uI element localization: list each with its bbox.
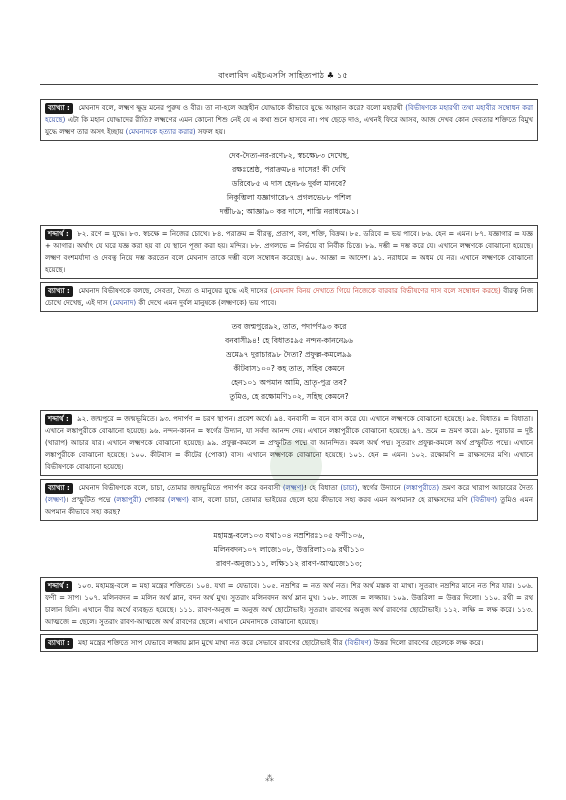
page-content	[40, 96, 538, 655]
footer-ornament: ⁂	[265, 774, 274, 784]
explanation-text: ভ্রমণ করে খারাপ আচারের দৈত্য	[441, 484, 533, 492]
glossary-text: ১০৩. মহামন্ত্র-বলে = মহা মন্ত্রের শক্তিতে। ১০৪. যথা = যেভাবে। ১০৫. নম্রশির = নত অর্থ নত। শির অর্থ মস্তক বা মাথা। সুতরাং নম্রশির মানে নত শির যার। ১০৬. ফণী = সাপ। ১০৭. মলিনবদন = মলিন অর্থ ম্লান, বদন অর্থ মুখ। সুতরাং মলিনবদন অর্থ ম্লান মুখ। ১০৮. লাজে = লজ্জায়। ১০৯. উত্তরিলা = উত্তর দিলো। ১১০. রথী = রথ চালান যিনি। এখানে বীর অর্থে ব্যবহৃত হয়েছে। ১১১. রাবণ-অনুজ = অনুজ অর্থ ছোটোভাই। সুতরাং রাবণের অনুজ অর্থ রাবণের ছোটোভাই। ১১২. লক্ষি = লক্ষ করে। ১১৩. আত্মজে = ছেলে। সুতরাং রাবণ-আত্মজে অর্থ রাবণের ছেলে। এখানে মেঘনাদকে বোঝানো হয়েছে।	[45, 582, 533, 626]
explanation-text: বাস, বলো চাচা, তোমার ভাইয়ের ছেলে হয়ে কীভাবে সহ্য করব এমন অপমান? হে রাক্ষসদের মণি	[191, 496, 468, 504]
explanation-tag: ব্যাখ্যা :	[45, 638, 73, 649]
explanation-text: মেঘনাদ বলে, লক্ষ্মণ ক্ষুদ্র মনের পুরুষ ও বীর। তা না-হলে অস্ত্রহীন যোদ্ধাকে কীভাবে যুদ্ধে আহ্বান করে? বলো মহারথী	[78, 104, 403, 112]
glossary-tag: শব্দার্থ :	[45, 581, 72, 592]
explanation-box-3	[40, 479, 538, 521]
poem-line: ভ্রমে৯৭ দুরাচার৯৮ দৈত্য? প্রফুল্ল-কমলে৯৯	[226, 350, 352, 359]
header-rule	[40, 84, 538, 85]
poem-stanza-1	[40, 149, 538, 219]
glossary-box-3	[40, 577, 538, 631]
explanation-note: (লক্ষ্মণ)	[167, 496, 189, 504]
glossary-box-2	[40, 410, 538, 476]
explanation-note: (বিভীষণ)	[344, 639, 372, 647]
explanation-note: (বিভীষণকে মহারথী তথা মহাবীর সম্বোধন করা হয়েছে)	[45, 104, 533, 124]
explanation-text: , স্বর্গের উদ্যানে	[357, 484, 401, 492]
explanation-note: (চাচা)	[340, 484, 358, 492]
poem-line: ডরিবে৮৫ এ দাস হেন৮৬ দুর্বল মানবে?	[231, 179, 347, 188]
glossary-text: ৯২. জন্মপুরে = জন্মভূমিতে। ৯৩. পদার্পণ = চরণ স্থাপন। প্রবেশ অর্থে। ৯৪. বনবাসী = বনে বাস করে যে। এখানে লক্ষ্মণকে বোঝানো হয়েছে। ৯৫. বিধাতঃ = বিধাতা। এখানে লঙ্কাপুরীকে বোঝানো হয়েছে। ৯৬. নন্দন-কানন = স্বর্গের উদ্যান, যা সর্বদা আনন্দ দেয়। এখানে লঙ্কাপুরীকে বোঝানো হয়েছে। ৯৭. ভ্রমে = ভ্রমণ করে। ৯৮. দুরাচার = দুষ্ট (খারাপ) আচার যার। এখানে লক্ষ্মণকে বোঝানো হয়েছে। ৯৯. প্রফুল্ল-কমলে = প্রস্ফুটিত পদ্মে বা আনন্দিত। কমল অর্থ পদ্ম। সুতরাং প্রফুল্ল-কমলে অর্থ প্রস্ফুটিত পদ্মে। এখানে লঙ্কাপুরীকে বোঝানো হয়েছে। ১০০. কীটবাস = কীটের (পোকা) বাস। এখানে লক্ষ্মণকে বোঝানো হয়েছে। ১০১. হেন = এমন। ১০২. রক্ষোমণি = রাক্ষসদের মণি। এখানে বিভীষণকে বোঝানো হয়েছে।	[45, 415, 533, 471]
explanation-note: (মেঘনাদ)	[109, 299, 137, 307]
explanation-text: । প্রস্ফুটিত পদ্মে	[66, 496, 111, 504]
poem-line: নিকুম্ভিলা যজ্ঞাগারে৮৭ প্রগলভে৮৮ পশিল	[226, 193, 352, 202]
explanation-note: (লক্ষ্মণ)	[282, 484, 304, 492]
explanation-text: মেঘনাদ বিভীষণকে বলছে, সেবতা, দৈত্য ও মানুষের যুদ্ধে এই দাসের	[78, 287, 268, 295]
explanation-tag: ব্যাখ্যা :	[45, 286, 73, 297]
poem-line: মহামন্ত্র-বলে১০৩ যথা১০৪ নম্রশিরঃ১০৫ ফণী১০৬,	[213, 531, 365, 540]
explanation-text: এটা কি মহান যোদ্ধাদের রীতি? লক্ষ্মণের এমন কোনো শিশু নেই যে এ কথা শুনে হাসবে না। পথ ছেড়ে দাও, এখনই ফিরে আসব, আজ দেখব কোন দেবতার শক্তিতে বিমুখ যুদ্ধে লক্ষ্মণ তার অসৎ ইচ্ছায়	[45, 116, 534, 136]
poem-line: কীটবাস১০০? কহ তাত, সহিব কেমনে	[233, 364, 345, 373]
explanation-text: বীরত্ব নিজ চোখে দেখেছ, এই দাস	[45, 287, 533, 307]
explanation-text: মেঘনাদ বিভীষণকে বলে, চাচা, তোমার জন্মভূমিতে পদার্পণ করে বনবাসী	[78, 484, 281, 492]
explanation-note: (লক্ষ্মণ)	[45, 496, 66, 504]
explanation-box-1	[40, 99, 538, 141]
explanation-box-4	[40, 634, 538, 652]
explanation-text: ! হে বিধাতা	[303, 484, 338, 492]
explanation-text: সফল হয়।	[197, 128, 226, 136]
explanation-text: উত্তর দিলো রাবণের ছেলেকে লক্ষ করে।	[373, 639, 484, 647]
poem-stanza-2	[40, 320, 538, 404]
explanation-box-2	[40, 282, 538, 312]
page-header: বাংলাবিদ এইচএসসি সাহিত্যপাঠ ♣ ১৫	[218, 71, 348, 80]
explanation-text: পোকার	[144, 496, 165, 504]
explanation-note: (মেঘনাদ বিনয় দেখাতে গিয়ে নিজেকে বারবার বিভীষণের দাস বলে সম্বোধন করছে)	[270, 287, 501, 295]
explanation-tag: ব্যাখ্যা :	[45, 483, 73, 494]
poem-line: দেব-দৈত্য-নর-রণে৮২, স্বচক্ষে৮৩ দেখেছ,	[228, 151, 350, 160]
poem-line: রাবণ-অনুজ১১১, লক্ষি১১২ রাবণ-আত্মজে১১৩;	[215, 559, 363, 568]
poem-line: দম্ভী৮৯; আজ্ঞা৯০ কর দাসে, শাস্তি নরাধমে৯১।	[219, 207, 359, 216]
glossary-text: ৮২. রণে = যুদ্ধে। ৮৩. স্বচক্ষে = নিজের চোখে। ৮৪. পরাক্রম = বীরত্ব, প্রতাপ, বল, শক্তি, বিক্রম। ৮৫. ডরিবে = ভয় পাবে। ৮৬. হেন = এমন। ৮৭. যজ্ঞাগার = যজ্ঞ + আগার। অর্থাৎ যে ঘরে যজ্ঞ করা হয় বা যে স্থানে পূজা করা হয়। মন্দির। ৮৮. প্রগলভে = নির্ভয়ে বা নির্বীক চিত্তে। ৮৯. দম্ভী = দম্ভ করে যে। এখানে লক্ষ্মণকে বোঝানো হয়েছে। লক্ষ্মণ বংশমর্যাদা ও দেবত্ব নিয়ে দম্ভ করতেন বলে মেঘনাদ তাকে দম্ভী বলে সম্বোধন করেছে। ৯০. আজ্ঞা = আদেশ। ৯১. নরাধমে = অধম যে নর। এখানে লক্ষ্মণকে বোঝানো হয়েছে।	[45, 230, 533, 274]
poem-line: তব জন্মপুরে৯২, তাত, পদার্পণ৯৩ করে	[231, 322, 347, 331]
poem-line: তুমিও, হে রক্ষোমণি১০২, সহিছ কেমনে?	[229, 392, 349, 401]
poem-line: রক্ষঃশ্রেষ্ঠ, পরাক্রম৮৪ দাসের! কী দেখি	[232, 165, 346, 174]
poem-line: হেন১০১ অপমান আমি, ভ্রাতৃ-পুত্র তব?	[231, 378, 347, 387]
glossary-tag: শব্দার্থ :	[45, 229, 72, 240]
explanation-note: (লঙ্কাপুরী)	[113, 496, 142, 504]
explanation-text: মহা মন্ত্রের শক্তিতে সাপ যেভাবে লজ্জায় ম্লান মুখে মাথা নত করে সেভাবে রাবণের ছোটোভাই বীর	[78, 639, 343, 647]
poem-stanza-3	[40, 529, 538, 571]
glossary-tag: শব্দার্থ :	[45, 414, 72, 425]
explanation-note: (মেঘনাদকে হত্যার করার)	[125, 128, 196, 136]
explanation-tag: ব্যাখ্যা :	[45, 103, 73, 114]
explanation-text: তুমিও এমন অপমান কীভাবে সহ্য করছ?	[45, 496, 533, 516]
poem-line: মলিনবদন১০৭ লাজে১০৮, উত্তরিলা১০৯ রথী১১০	[213, 545, 365, 554]
glossary-box-1	[40, 225, 538, 279]
explanation-text: কী দেখে এমন দুর্বল মানুষকে (লক্ষ্মণকে) ভয় পাবে।	[138, 299, 277, 307]
explanation-note: (লঙ্কাপুরীতে)	[403, 484, 440, 492]
explanation-note: (বিভীষণ)	[470, 496, 498, 504]
poem-line: বনবাসী৯৪! হে বিধাতঃ৯৫ নন্দন-কাননে৯৬	[225, 336, 353, 345]
